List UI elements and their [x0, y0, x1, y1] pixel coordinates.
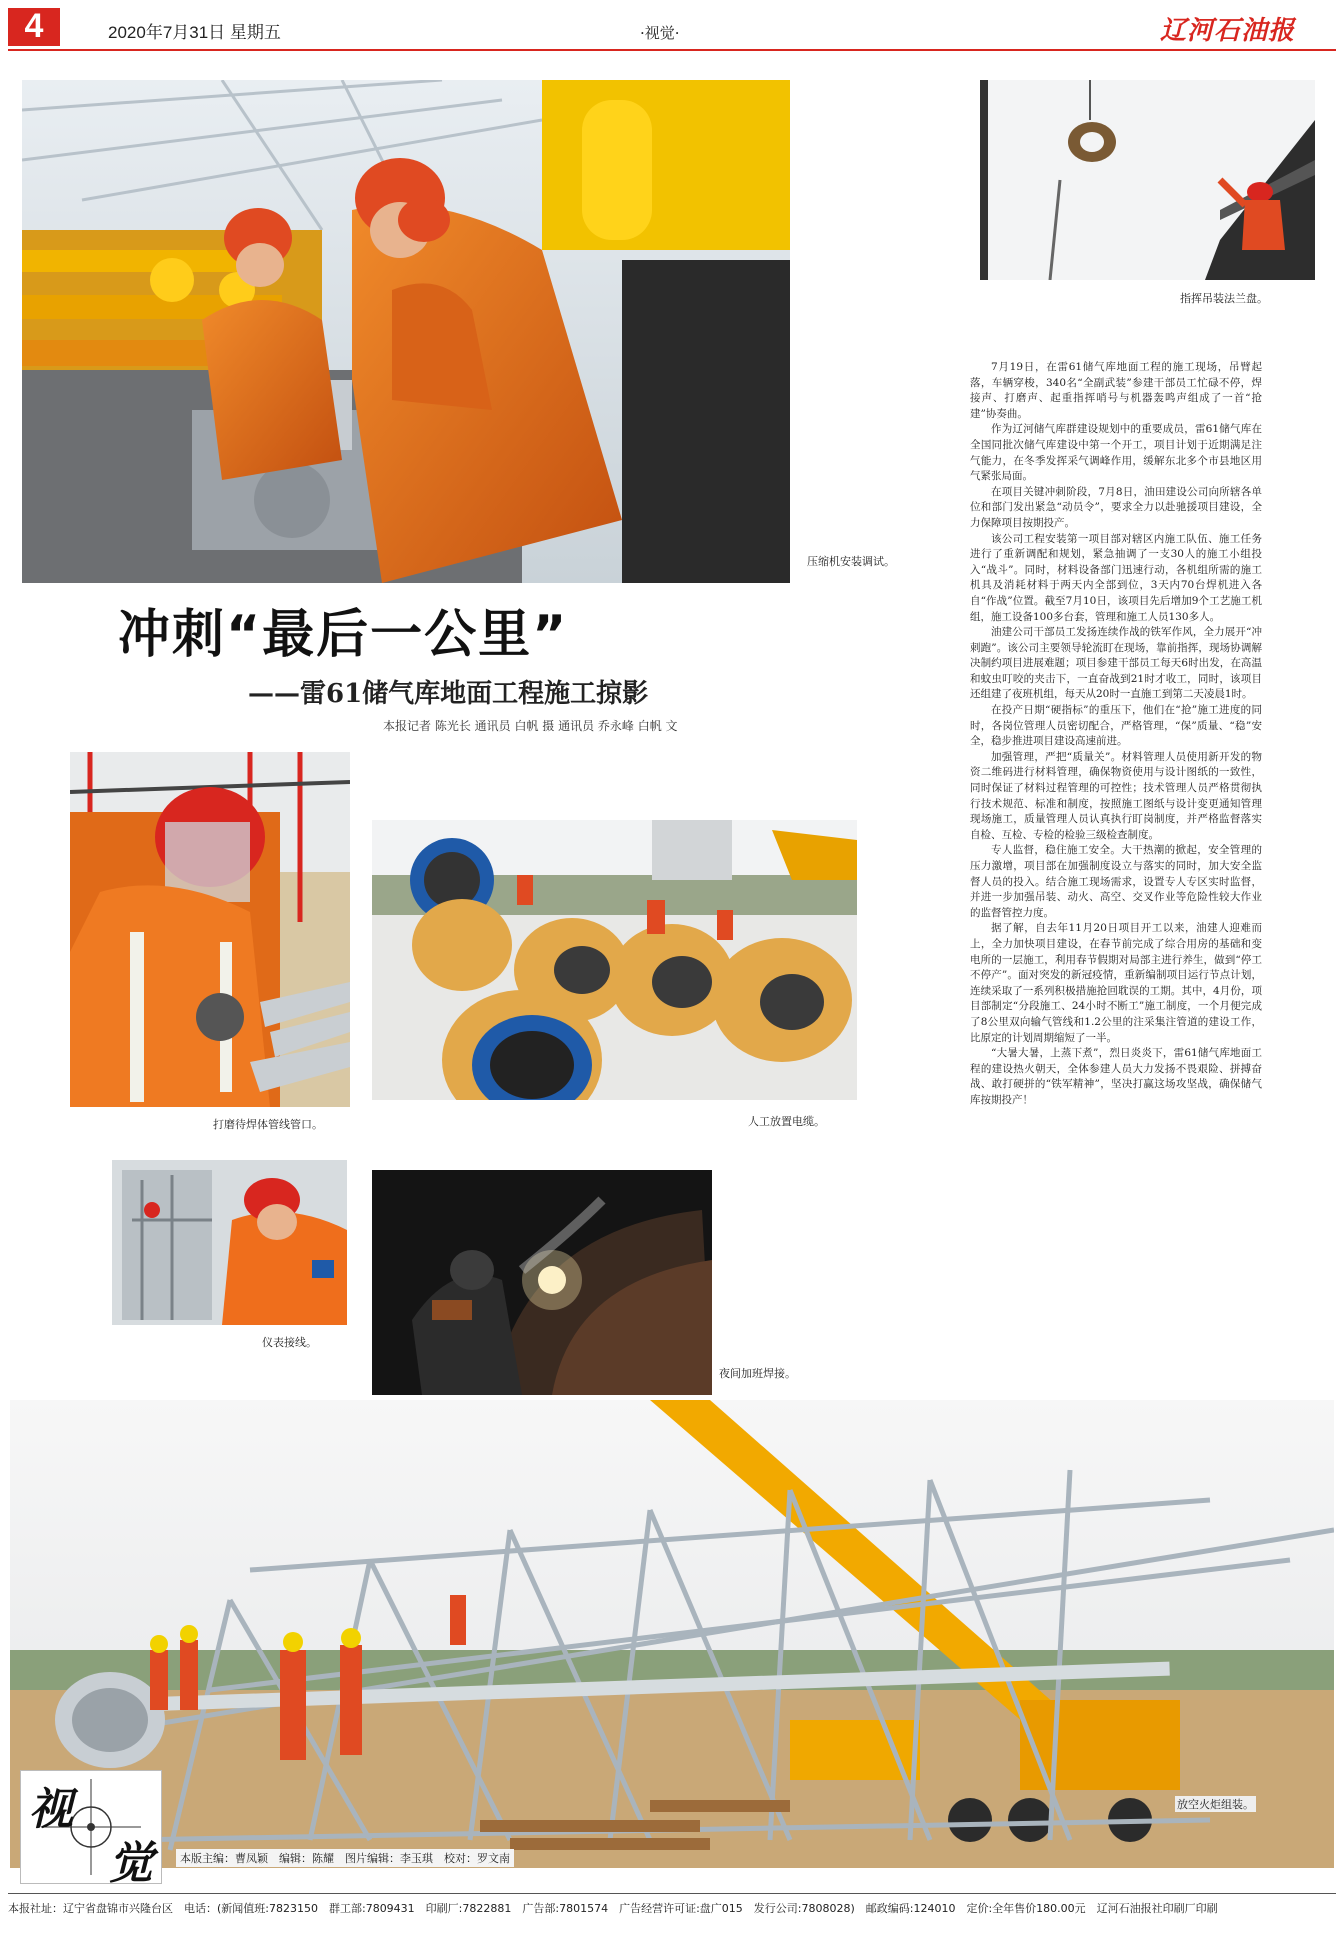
- photo-night-welding: [372, 1170, 712, 1395]
- caption-tower: 放空火炬组装。: [1177, 1798, 1254, 1811]
- article-paragraph: 作为辽河储气库群建设规划中的重要成员，雷61储气库在全国同批次储气库建设中第一个开工，项目计划于近期满足注气能力，在冬季发挥采气调峰作用，缓解东北多个市县地区用气紧张局面。: [970, 423, 1262, 483]
- masthead-logo: 辽河石油报: [1160, 16, 1296, 46]
- column-logo: [20, 1770, 162, 1889]
- article-paragraph: 油建公司干部员工发扬连续作战的铁军作风，全力展开“冲刺跑”。该公司主要领导轮流盯在现场，靠前指挥，现场协调解决制约项目进展难题；项目参建干部员工每天6时出发，在高温和蚊虫叮咬的夹击下，一直奋战到21时才收工，同时，该项目还组建了夜班机组，每天从20时一直施工到第二天凌晨1时。: [970, 626, 1262, 701]
- photo-instrument-wiring: [112, 1160, 347, 1325]
- byline: 本报记者 陈光长 通讯员 白帆 摄 通讯员 乔永峰 白帆 文: [383, 719, 678, 733]
- headline-title: 冲刺“最后一公里”: [118, 605, 569, 665]
- article-paragraph: 在项目关键冲刺阶段，7月8日，油田建设公司向所辖各单位和部门发出紧急“动员令”，要求全力以赴驰援项目建设，全力保障项目按期投产。: [970, 485, 1262, 529]
- article-paragraph: 在投产日期“硬指标”的重压下，他们在“抢”施工进度的同时，各岗位管理人员密切配合，严格管理，“保”质量、“稳”安全，稳步推进项目建设高速前进。: [970, 704, 1262, 748]
- article-paragraph: 该公司工程安装第一项目部对辖区内施工队伍、施工任务进行了重新调配和规划，紧急抽调了一支30人的施工小组投入“战斗”。同时，材料设备部门迅速行动，各机组所需的施工机具及消耗材料于两天内全部到位，3天内70台焊机进入各自“作战”位置。截至7月10日，该项目先后增加9个工艺施工机组，施工设备100多台套，管理和施工人员130多人。: [970, 532, 1262, 623]
- caption-grinding: 打磨待焊体管线管口。: [213, 1118, 323, 1131]
- column-logo-char: 觉: [109, 1838, 153, 1889]
- headline-subtitle: ——雷61储气库地面工程施工掠影: [248, 679, 649, 709]
- article-body: [970, 360, 1262, 1109]
- section-name: ·视觉·: [640, 24, 680, 42]
- article-paragraph: 专人监督，稳住施工安全。大干热潮的掀起，安全管理的压力激增，项目部在加强制度设立与落实的同时，加大安全监督人员的投入。结合施工现场需求，设置专人专区实时监督，并进一步加强吊装、动火、高空、交叉作业等危险性较大作业的监督管控力度。: [970, 844, 1262, 919]
- caption-welding: 夜间加班焊接。: [719, 1367, 796, 1380]
- caption-compressor: 压缩机安装调试。: [807, 555, 895, 568]
- editor-credits: 本版主编：曹凤颖 编辑：陈耀 图片编辑：李玉琪 校对：罗文南: [176, 1849, 514, 1867]
- photo-compressor-installation: [22, 80, 790, 583]
- article-paragraph: “大暑大暑，上蒸下煮”，烈日炎炎下，雷61储气库地面工程的建设热火朝天，全体参建人员大力发扬不畏艰险、拼搏奋战、敢打硬拼的“铁军精神”，坚决打赢这场攻坚战，确保储气库按期投产！: [970, 1047, 1262, 1106]
- footer-rule: [8, 1893, 1336, 1894]
- footer-info: 本报社址：辽宁省盘锦市兴隆台区 电话：(新闻值班:7823150 群工部:7809431 印刷厂:7822881 广告部:7801574 广告经营许可证:盘广015 发行公司:7808028) 邮政编码:124010 定价:全年售价180.00元 辽河石油报社印刷厂印刷: [8, 1902, 1218, 1915]
- column-logo-char: 视: [29, 1784, 73, 1835]
- caption-hoist: 指挥吊装法兰盘。: [1180, 292, 1268, 305]
- article-paragraph: 7月19日，在雷61储气库地面工程的施工现场，吊臂起落，车辆穿梭，340名“全副武装”参建干部员工忙碌不停，焊接声、打磨声、起重指挥哨号与机器轰鸣声组成了一首“抢建”协奏曲。: [970, 361, 1262, 420]
- article-paragraph: 据了解，自去年11月20日项目开工以来，油建人迎难而上，全力加快项目建设，在春节前完成了综合用房的基础和变电所的一层施工，利用春节假期对局部主进行养生，做到“停工不停产”。面对突发的新冠疫情，重新编制项目运行节点计划，连续采取了一系列积极措施抢回耽误的工期。其中，4月份，项目部制定“分段施工、24小时不断工”施工制度，一个月便完成了8公里双向输气管线和1.2公里的注采集注管道的建设工作，比原定的计划周期缩短了一半。: [970, 922, 1262, 1044]
- header-rule: [8, 49, 1336, 51]
- photo-flare-tower-assembly: [10, 1400, 1334, 1868]
- article-paragraph: 加强管理，严把“质量关”。材料管理人员使用新开发的物资二维码进行材料管理，确保物资使用与设计图纸的一致性，同时保证了材料过程管理的可控性；技术管理人员严格贯彻执行技术规范、标准和制度，按照施工图纸与设计变更通知管理现场施工，质量管理人员认真执行盯岗制度，并严格监督落实自检、互检、专检的检验三级检查制度。: [970, 750, 1262, 841]
- caption-wiring: 仪表接线。: [262, 1336, 317, 1349]
- page-number: 4: [24, 7, 44, 45]
- caption-cable: 人工放置电缆。: [748, 1115, 825, 1128]
- photo-hoist-flange: [980, 80, 1315, 280]
- photo-grinding-pipe: [70, 752, 350, 1107]
- issue-date: 2020年7月31日 星期五: [108, 23, 281, 42]
- photo-cable-reels: [372, 820, 857, 1100]
